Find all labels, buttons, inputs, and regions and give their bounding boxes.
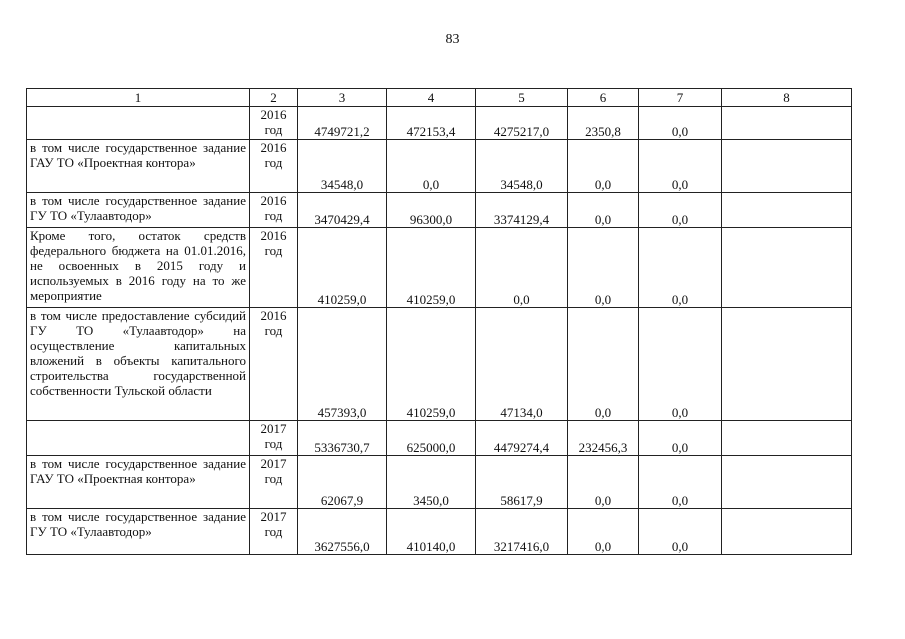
column-header: 5 [476, 89, 568, 107]
row-year: 2016 год [250, 308, 298, 421]
cell-col8 [722, 107, 852, 140]
row-year: 2016 год [250, 228, 298, 308]
row-description: Кроме того, остаток средств федерального бюджета на 01.01.2016, не освоенных в 2015 году и используемых в 2016 году на то же мероприятие [27, 228, 250, 308]
cell-col5: 4275217,0 [476, 107, 568, 140]
cell-col6: 0,0 [568, 509, 639, 555]
budget-table [26, 88, 852, 555]
column-header: 1 [27, 89, 250, 107]
table-row [27, 509, 852, 555]
cell-col6: 2350,8 [568, 107, 639, 140]
cell-col8 [722, 228, 852, 308]
column-header: 7 [639, 89, 722, 107]
cell-col5: 3374129,4 [476, 193, 568, 228]
cell-col6: 0,0 [568, 456, 639, 509]
cell-col5: 4479274,4 [476, 421, 568, 456]
table-row [27, 421, 852, 456]
cell-col8 [722, 308, 852, 421]
cell-col6: 0,0 [568, 140, 639, 193]
cell-col6: 232456,3 [568, 421, 639, 456]
cell-col4: 410140,0 [387, 509, 476, 555]
cell-col5: 58617,9 [476, 456, 568, 509]
cell-col3: 457393,0 [298, 308, 387, 421]
row-description: в том числе предоставление субсидий ГУ ТО «Тулаавтодор» на осуществление капитальных вложений в объекты капитального строительства государственной собственности Тульской области [27, 308, 250, 421]
header-row [27, 89, 852, 107]
table-row [27, 193, 852, 228]
cell-col5: 47134,0 [476, 308, 568, 421]
cell-col4: 472153,4 [387, 107, 476, 140]
table-row [27, 228, 852, 308]
row-description [27, 421, 250, 456]
cell-col6: 0,0 [568, 308, 639, 421]
cell-col4: 410259,0 [387, 228, 476, 308]
cell-col6: 0,0 [568, 228, 639, 308]
row-year: 2017 год [250, 421, 298, 456]
cell-col8 [722, 421, 852, 456]
cell-col3: 62067,9 [298, 456, 387, 509]
cell-col7: 0,0 [639, 228, 722, 308]
table-row [27, 140, 852, 193]
table-row [27, 456, 852, 509]
cell-col4: 0,0 [387, 140, 476, 193]
row-year: 2017 год [250, 509, 298, 555]
row-description: в том числе государственное задание ГАУ ТО «Проектная контора» [27, 456, 250, 509]
column-header: 4 [387, 89, 476, 107]
column-header: 3 [298, 89, 387, 107]
cell-col3: 5336730,7 [298, 421, 387, 456]
cell-col4: 625000,0 [387, 421, 476, 456]
column-header: 8 [722, 89, 852, 107]
cell-col4: 410259,0 [387, 308, 476, 421]
table-row [27, 107, 852, 140]
row-year: 2016 год [250, 193, 298, 228]
row-year: 2016 год [250, 107, 298, 140]
cell-col3: 4749721,2 [298, 107, 387, 140]
cell-col4: 3450,0 [387, 456, 476, 509]
cell-col7: 0,0 [639, 456, 722, 509]
row-description: в том числе государственное задание ГАУ ТО «Проектная контора» [27, 140, 250, 193]
cell-col3: 3627556,0 [298, 509, 387, 555]
cell-col3: 3470429,4 [298, 193, 387, 228]
cell-col3: 410259,0 [298, 228, 387, 308]
column-header: 2 [250, 89, 298, 107]
table-row [27, 308, 852, 421]
cell-col8 [722, 193, 852, 228]
cell-col7: 0,0 [639, 193, 722, 228]
cell-col7: 0,0 [639, 308, 722, 421]
cell-col5: 0,0 [476, 228, 568, 308]
row-year: 2017 год [250, 456, 298, 509]
cell-col3: 34548,0 [298, 140, 387, 193]
row-description: в том числе государственное задание ГУ ТО «Тулаавтодор» [27, 509, 250, 555]
cell-col4: 96300,0 [387, 193, 476, 228]
cell-col8 [722, 140, 852, 193]
cell-col7: 0,0 [639, 509, 722, 555]
cell-col7: 0,0 [639, 107, 722, 140]
cell-col7: 0,0 [639, 421, 722, 456]
cell-col7: 0,0 [639, 140, 722, 193]
column-header: 6 [568, 89, 639, 107]
row-year: 2016 год [250, 140, 298, 193]
page-number: 83 [445, 32, 460, 47]
cell-col6: 0,0 [568, 193, 639, 228]
row-description: в том числе государственное задание ГУ ТО «Тулаавтодор» [27, 193, 250, 228]
row-description [27, 107, 250, 140]
cell-col5: 3217416,0 [476, 509, 568, 555]
cell-col8 [722, 509, 852, 555]
cell-col5: 34548,0 [476, 140, 568, 193]
cell-col8 [722, 456, 852, 509]
